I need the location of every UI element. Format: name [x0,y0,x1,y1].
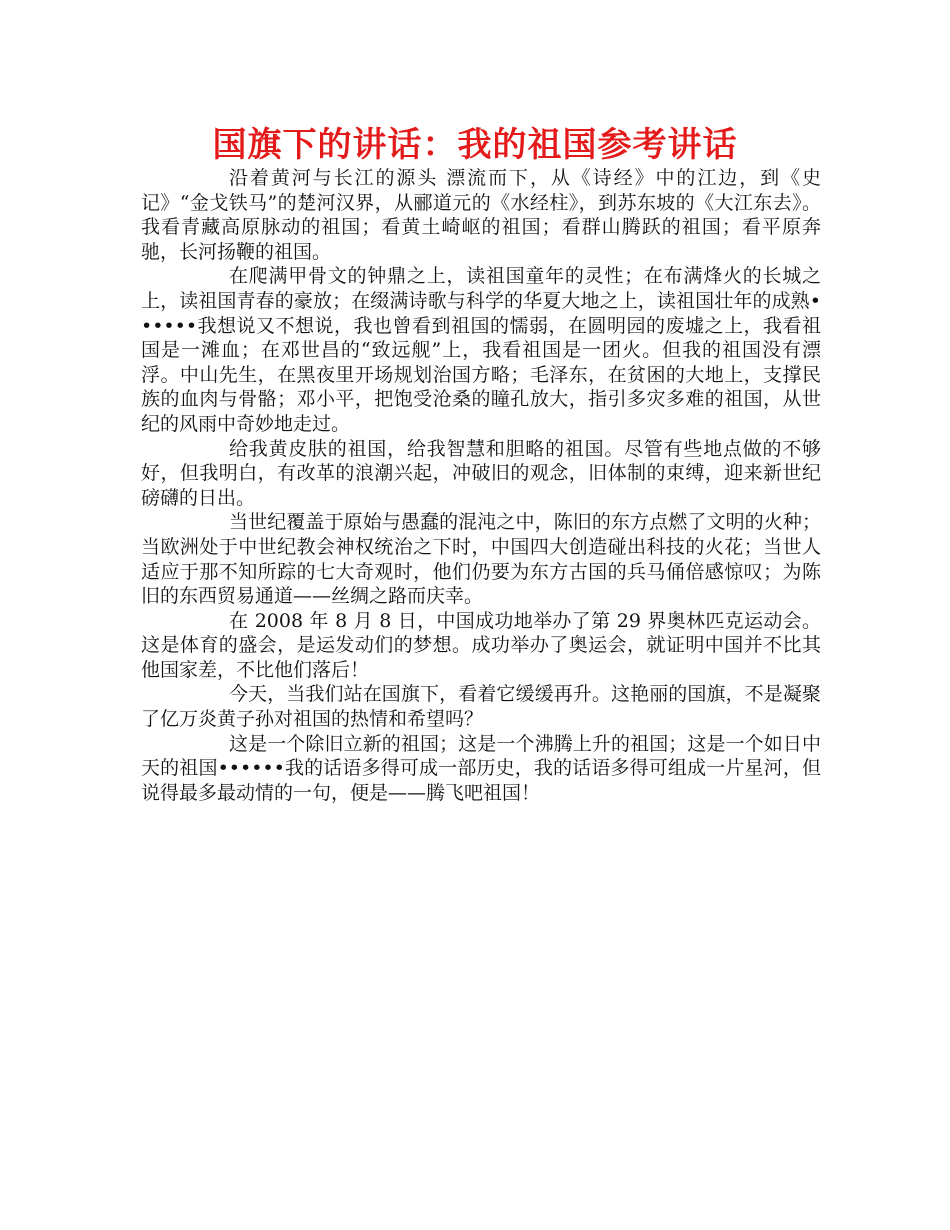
document-body [141,166,821,805]
paragraph-4: 当世纪覆盖于原始与愚蠢的混沌之中，陈旧的东方点燃了文明的火种；当欧洲处于中世纪教会神权统治之下时，中国四大创造碰出科技的火花；当世人适应于那不知所踪的七大奇观时，他们仍要为东方古国的兵马俑倍感惊叹；为陈旧的东西贸易通道——丝绸之路而庆幸。 [141,511,821,608]
paragraph-1: 沿着黄河与长江的源头 漂流而下，从《诗经》中的江边，到《史记》“金戈铁马”的楚河汉界，从郦道元的《水经柱》，到苏东坡的《大江东去》。我看青藏高原脉动的祖国；看黄土崎岖的祖国；看群山腾跃的祖国；看平原奔驰，长河扬鞭的祖国。 [141,167,821,263]
paragraph-3: 给我黄皮肤的祖国，给我智慧和胆略的祖国。尽管有些地点做的不够好，但我明白，有改革的浪潮兴起，冲破旧的观念，旧体制的束缚，迎来新世纪磅礴的日出。 [141,437,821,509]
paragraph-2: 在爬满甲骨文的钟鼎之上，读祖国童年的灵性；在布满烽火的长城之上，读祖国青春的豪放；在缀满诗歌与科学的华夏大地之上，读祖国壮年的成熟••••••我想说又不想说，我也曾看到祖国的懦弱，在圆明园的废墟之上，我看祖国是一滩血；在邓世昌的“致远舰”上，我看祖国是一团火。但我的祖国没有漂浮。中山先生，在黑夜里开场规划治国方略；毛泽东，在贫困的大地上，支撑民族的血肉与骨骼；邓小平，把饱受沧桑的瞳孔放大，指引多灾多难的祖国，从世纪的风雨中奇妙地走过。 [141,265,821,435]
paragraph-5: 在 2008 年 8 月 8 日，中国成功地举办了第 29 界奥林匹克运动会。这是体育的盛会，是运发动们的梦想。成功举办了奥运会，就证明中国并不比其他国家差，不比他们落后！ [141,609,821,681]
document-title: 国旗下的讲话：我的祖国参考讲话 [212,125,738,165]
paragraph-6: 今天，当我们站在国旗下，看着它缓缓再升。这艳丽的国旗，不是凝聚了亿万炎黄子孙对祖国的热情和希望吗？ [141,683,821,731]
paragraph-7: 这是一个除旧立新的祖国；这是一个沸腾上升的祖国；这是一个如日中天的祖国••••••我的话语多得可成一部历史，我的话语多得可组成一片星河，但说得最多最动情的一句，便是——腾飞吧祖国！ [141,732,821,804]
